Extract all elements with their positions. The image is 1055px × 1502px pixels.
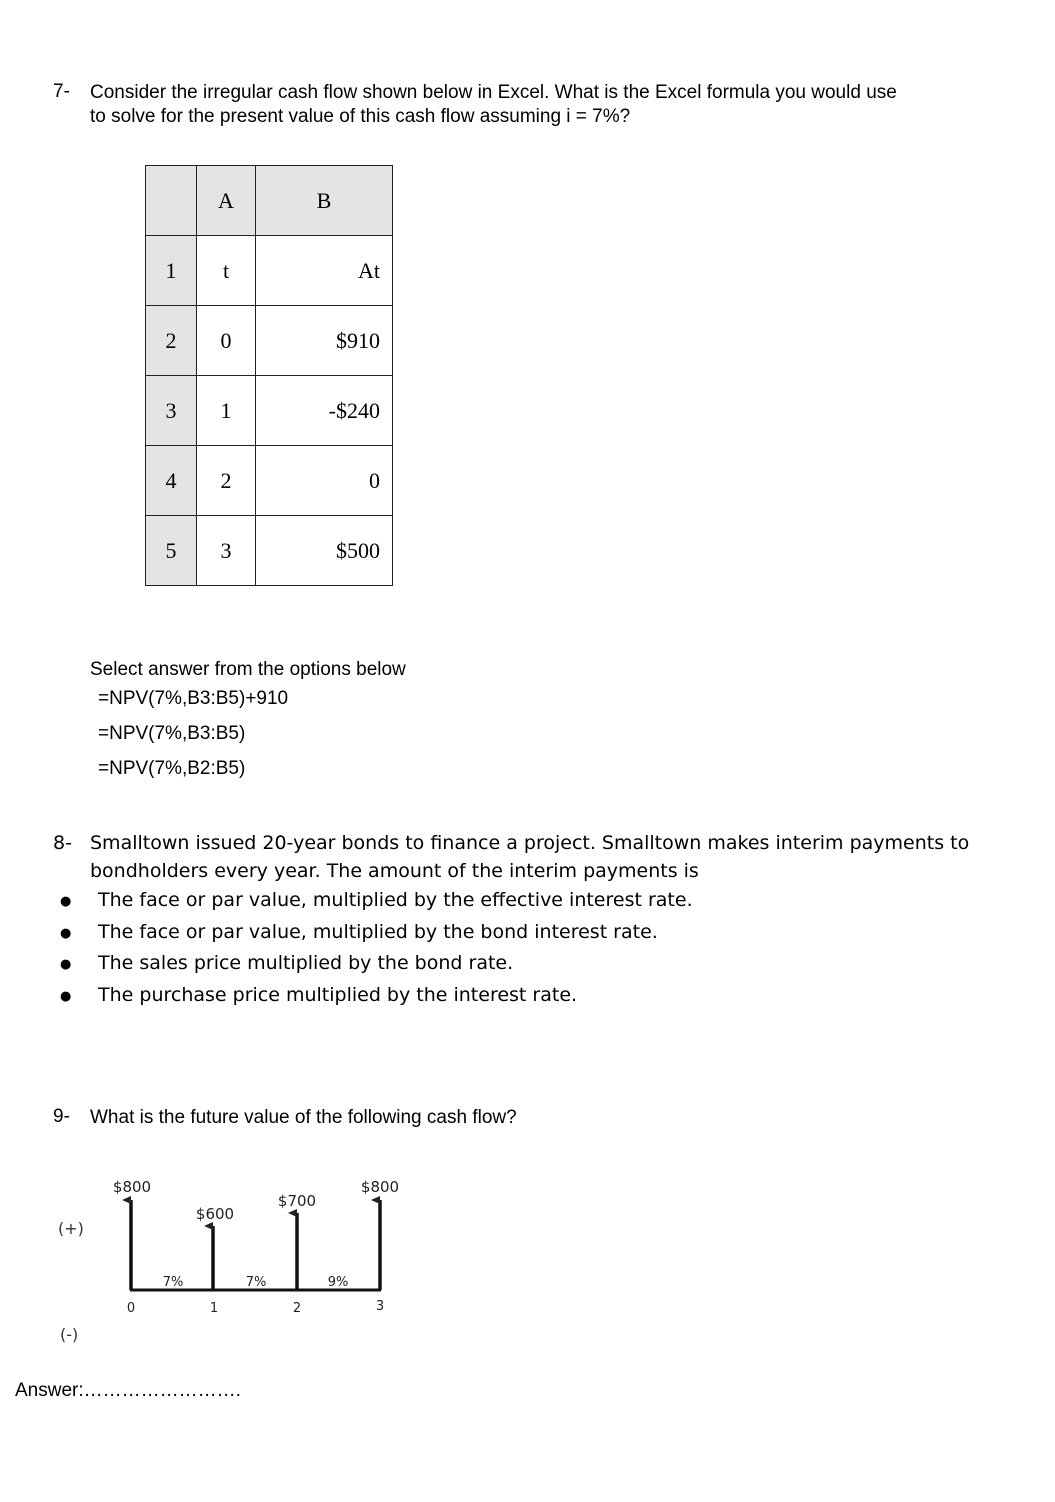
table-row [146, 516, 393, 586]
bullet-icon: ● [60, 926, 72, 941]
cell-b [256, 236, 393, 306]
q7-text-line1: Consider the irregular cash flow shown below in Excel. What is the Excel formula you would use [90, 82, 897, 103]
row-number: 3 [146, 376, 197, 446]
rate-label-1: 7% [162, 1275, 184, 1290]
q7-option-1[interactable]: =NPV(7%,B3:B5)+910 [98, 688, 289, 709]
cell-a: 2 [197, 446, 256, 516]
q7-select-prompt: Select answer from the options below [90, 659, 406, 680]
q9-number: 9- [53, 1106, 70, 1127]
rate-label-3: 9% [327, 1275, 349, 1290]
cell-a: 1 [197, 376, 256, 446]
q8-option-3[interactable]: The sales price multiplied by the bond rate. [98, 952, 514, 974]
cell-a: 0 [197, 306, 256, 376]
q9-text: What is the future value of the following cash flow? [90, 1107, 517, 1128]
cell-a: 3 [197, 516, 256, 586]
excel-table [145, 165, 393, 586]
cell-b-at: At [358, 257, 380, 283]
bullet-icon: ● [60, 894, 72, 909]
amount-label-1: $600 [195, 1205, 235, 1223]
cell-b: -$240 [256, 376, 393, 446]
col-header-b: B [256, 166, 393, 236]
cell-a: t [197, 236, 256, 306]
minus-label: (-) [60, 1325, 79, 1344]
q7-number: 7- [53, 81, 70, 102]
period-label-3: 3 [375, 1299, 385, 1314]
q8-text-line2: bondholders every year. The amount of the interim payments is [90, 860, 699, 882]
q7-text-line2: to solve for the present value of this cash flow assuming i = 7%? [90, 106, 631, 127]
table-row [146, 446, 393, 516]
q8-number: 8- [53, 832, 72, 854]
cell-b: 0 [256, 446, 393, 516]
bullet-icon: ● [60, 989, 72, 1004]
table-corner-cell [146, 166, 197, 236]
table-row [146, 376, 393, 446]
table-row [146, 236, 393, 306]
bullet-icon: ● [60, 957, 72, 972]
plus-label: (+) [58, 1219, 84, 1238]
period-label-1: 1 [209, 1301, 219, 1316]
table-row [146, 306, 393, 376]
cash-flow-diagram [0, 1160, 460, 1360]
period-label-0: 0 [126, 1301, 136, 1316]
q7-option-2[interactable]: =NPV(7%,B3:B5) [98, 723, 246, 744]
amount-label-3: $800 [360, 1178, 400, 1196]
period-label-2: 2 [292, 1301, 302, 1316]
cell-b: $500 [256, 516, 393, 586]
cell-b: $910 [256, 306, 393, 376]
q8-option-1[interactable]: The face or par value, multiplied by the effective interest rate. [98, 889, 693, 911]
amount-label-2: $700 [277, 1192, 317, 1210]
row-number: 2 [146, 306, 197, 376]
q8-option-4[interactable]: The purchase price multiplied by the interest rate. [98, 984, 578, 1006]
col-header-a: A [197, 166, 256, 236]
amount-label-0: $800 [112, 1178, 152, 1196]
row-number: 4 [146, 446, 197, 516]
row-number: 1 [146, 236, 197, 306]
q8-text-line1: Smalltown issued 20-year bonds to finance a project. Smalltown makes interim payments to [90, 832, 970, 854]
rate-label-2: 7% [245, 1275, 267, 1290]
row-number: 5 [146, 516, 197, 586]
answer-label[interactable]: Answer:……………………. [15, 1380, 241, 1401]
q8-option-2[interactable]: The face or par value, multiplied by the bond interest rate. [98, 921, 658, 943]
q7-option-3[interactable]: =NPV(7%,B2:B5) [98, 758, 246, 779]
